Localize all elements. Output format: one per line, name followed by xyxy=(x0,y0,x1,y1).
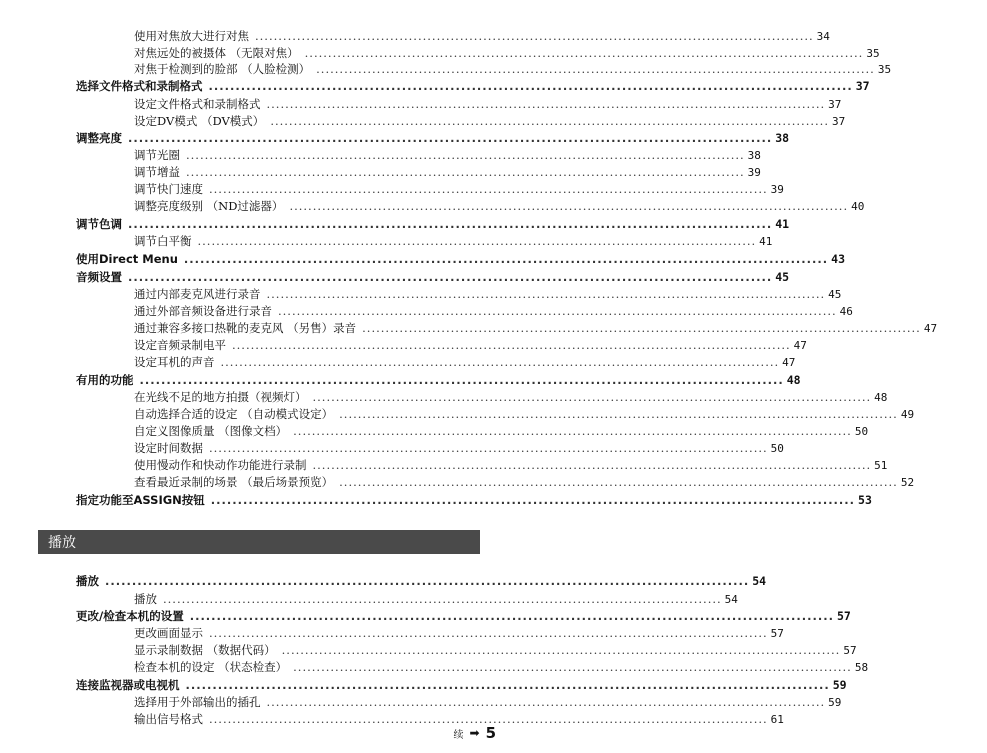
toc-entry-page: 57 xyxy=(836,609,851,623)
toc-entry-page: 51 xyxy=(874,458,888,472)
leader-dots: ........................................................................................................................ xyxy=(281,643,841,657)
toc-entry-page: 38 xyxy=(775,131,790,145)
leader-dots: ........................................................................................................................ xyxy=(266,97,826,111)
leader-dots: ........................................................................................................................ xyxy=(266,695,826,709)
toc-entry-page: 50 xyxy=(770,441,784,455)
toc-entry xyxy=(0,197,865,215)
toc-entry xyxy=(0,215,790,233)
toc-entry-page: 59 xyxy=(832,678,847,692)
toc-entry xyxy=(0,641,857,659)
toc-entry-title: 音频设置 xyxy=(76,270,122,284)
toc-entry-title: 检查本机的设定 （状态检查） xyxy=(134,660,288,674)
toc-entry-page: 37 xyxy=(828,97,842,111)
toc-entry-title: 有用的功能 xyxy=(76,373,134,387)
chapter-title: 播放 xyxy=(48,535,76,551)
toc-entry xyxy=(0,27,830,45)
toc-entry xyxy=(0,491,872,509)
leader-dots: ........................................................................................................................ xyxy=(139,373,784,387)
toc-entry-title: 调节增益 xyxy=(134,165,180,179)
toc-entry-title: 调节白平衡 xyxy=(134,234,192,248)
leader-dots: ........................................................................................................................ xyxy=(304,46,864,60)
toc-entry xyxy=(0,250,846,268)
toc-entry xyxy=(0,129,790,147)
toc-entry-title: 查看最近录制的场景 （最后场景预览） xyxy=(134,475,334,489)
leader-dots: ........................................................................................................................ xyxy=(293,424,852,438)
toc-entry-title: 自动选择合适的设定 （自动模式设定） xyxy=(134,407,334,421)
toc-entry-page: 46 xyxy=(839,304,853,318)
toc-entry-page: 39 xyxy=(747,165,761,179)
toc-entry-page: 54 xyxy=(752,574,767,588)
toc-entry-page: 35 xyxy=(877,62,892,76)
toc-entry-title: 更改画面显示 xyxy=(134,626,203,640)
toc-entry xyxy=(0,439,784,457)
toc-entry-title: 连接监视器或电视机 xyxy=(76,678,180,692)
toc-entry xyxy=(0,232,773,250)
leader-dots: ........................................................................................................................ xyxy=(209,441,768,455)
toc-entry-page: 58 xyxy=(854,660,869,674)
toc-entry-title: 播放 xyxy=(134,592,157,606)
toc-entry-title: 使用Direct Menu xyxy=(76,252,178,266)
leader-dots: ........................................................................................................................ xyxy=(209,626,768,640)
toc-entry xyxy=(0,77,870,95)
toc-entry-title: 对焦于检测到的脸部 （人脸检测） xyxy=(134,62,311,76)
toc-entry xyxy=(0,268,790,286)
toc-entry xyxy=(0,624,784,642)
toc-entry-page: 41 xyxy=(759,234,773,248)
toc-entry-page: 47 xyxy=(782,355,796,369)
toc-entry-page: 40 xyxy=(851,199,865,213)
toc-entry xyxy=(0,710,784,728)
toc-entry-page: 39 xyxy=(770,182,784,196)
toc-entry-page: 49 xyxy=(900,407,915,421)
leader-dots: ........................................................................................................................ xyxy=(270,114,829,128)
leader-dots: ........................................................................................................................ xyxy=(209,182,768,196)
leader-dots: ........................................................................................................................ xyxy=(289,199,849,213)
toc-entry-page: 35 xyxy=(866,46,880,60)
toc-entry xyxy=(0,302,853,320)
toc-entry-page: 47 xyxy=(923,321,938,335)
chapter-banner xyxy=(38,530,480,554)
leader-dots: ........................................................................................................................ xyxy=(128,270,773,284)
toc-entry-title: 选择文件格式和录制格式 xyxy=(76,79,203,93)
toc-entry-title: 播放 xyxy=(76,574,99,588)
leader-dots: ........................................................................................................................ xyxy=(163,592,722,606)
toc-entry-page: 48 xyxy=(874,390,888,404)
leader-dots: ........................................................................................................................ xyxy=(208,79,853,93)
leader-dots: ........................................................................................................................ xyxy=(128,131,773,145)
leader-dots: ........................................................................................................................ xyxy=(186,165,745,179)
toc-entry-title: 指定功能至ASSIGN按钮 xyxy=(76,493,205,507)
leader-dots: ........................................................................................................................ xyxy=(232,338,791,352)
toc-entry xyxy=(0,353,796,371)
toc-entry xyxy=(0,405,915,423)
leader-dots: ........................................................................................................................ xyxy=(316,62,875,76)
leader-dots: ........................................................................................................................ xyxy=(266,287,826,301)
toc-entry-title: 调节快门速度 xyxy=(134,182,203,196)
toc-entry xyxy=(0,180,784,198)
leader-dots: ........................................................................................................................ xyxy=(185,678,830,692)
toc-entry-page: 48 xyxy=(786,373,801,387)
toc-entry xyxy=(0,336,807,354)
toc-entry-page: 50 xyxy=(854,424,869,438)
toc-entry-page: 34 xyxy=(816,29,830,43)
toc-entry-page: 53 xyxy=(858,493,872,507)
toc-entry-title: 通过外部音频设备进行录音 xyxy=(134,304,272,318)
toc-entry-title: 设定音频录制电平 xyxy=(134,338,226,352)
leader-dots: ........................................................................................................................ xyxy=(339,475,898,489)
toc-entry-title: 设定文件格式和录制格式 xyxy=(134,97,261,111)
toc-entry xyxy=(0,285,842,303)
toc-entry-page: 59 xyxy=(828,695,842,709)
toc-entry xyxy=(0,572,767,590)
toc-entry-page: 43 xyxy=(831,252,846,266)
toc-entry-title: 设定DV模式 （DV模式） xyxy=(134,114,265,128)
toc-entry-title: 使用对焦放大进行对焦 xyxy=(134,29,249,43)
leader-dots: ........................................................................................................................ xyxy=(210,493,856,507)
toc-entry-page: 45 xyxy=(828,287,842,301)
toc-entry-title: 输出信号格式 xyxy=(134,712,203,726)
leader-dots: ........................................................................................................................ xyxy=(105,574,750,588)
toc-entry-title: 设定时间数据 xyxy=(134,441,203,455)
toc-entry-title: 在光线不足的地方拍摄（视频灯） xyxy=(134,390,307,404)
toc-entry-title: 选择用于外部输出的插孔 xyxy=(134,695,261,709)
toc-entry xyxy=(0,146,761,164)
arrow-right-icon: ➡ xyxy=(469,726,480,740)
toc-entry xyxy=(0,658,869,676)
toc-entry-page: 57 xyxy=(843,643,857,657)
toc-entry-page: 57 xyxy=(770,626,784,640)
toc-entry xyxy=(0,371,801,389)
leader-dots: ........................................................................................................................ xyxy=(183,252,829,266)
toc-entry xyxy=(0,95,842,113)
leader-dots: ........................................................................................................................ xyxy=(197,234,757,248)
leader-dots: ........................................................................................................................ xyxy=(209,712,768,726)
toc-entry-title: 对焦远处的被摄体 （无限对焦） xyxy=(134,46,299,60)
toc-entry xyxy=(0,60,892,78)
leader-dots: ........................................................................................................................ xyxy=(339,407,898,421)
toc-entry xyxy=(0,693,842,711)
toc-entry-title: 更改/检查本机的设置 xyxy=(76,609,184,623)
toc-entry-page: 61 xyxy=(770,712,784,726)
page-number: 5 xyxy=(485,724,496,742)
toc-entry xyxy=(0,676,847,694)
toc-entry xyxy=(0,456,888,474)
toc-entry-title: 自定义图像质量 （图像文档） xyxy=(134,424,288,438)
leader-dots: ........................................................................................................................ xyxy=(278,304,837,318)
leader-dots: ........................................................................................................................ xyxy=(186,148,745,162)
toc-entry-page: 54 xyxy=(724,592,738,606)
leader-dots: ........................................................................................................................ xyxy=(293,660,852,674)
toc-entry xyxy=(0,607,851,625)
toc-entry-title: 通过兼容多接口热靴的麦克风 （另售）录音 xyxy=(134,321,357,335)
page-footer xyxy=(454,724,497,742)
toc-entry-title: 使用慢动作和快动作功能进行录制 xyxy=(134,458,307,472)
toc-entry-page: 45 xyxy=(775,270,790,284)
toc-entry-page: 52 xyxy=(900,475,915,489)
leader-dots: ........................................................................................................................ xyxy=(362,321,921,335)
leader-dots: ........................................................................................................................ xyxy=(255,29,814,43)
toc-entry-title: 调节光圈 xyxy=(134,148,180,162)
toc-entry-page: 37 xyxy=(855,79,870,93)
leader-dots: ........................................................................................................................ xyxy=(189,609,834,623)
toc-entry-page: 38 xyxy=(747,148,761,162)
leader-dots: ........................................................................................................................ xyxy=(128,217,773,231)
toc-entry-title: 通过内部麦克风进行录音 xyxy=(134,287,261,301)
toc-entry xyxy=(0,319,938,337)
leader-dots: ........................................................................................................................ xyxy=(312,458,872,472)
toc-entry-title: 调整亮度级别 （ND过滤器） xyxy=(134,199,284,213)
toc-entry-page: 47 xyxy=(793,338,807,352)
toc-entry xyxy=(0,388,888,406)
toc-entry-title: 显示录制数据 （数据代码） xyxy=(134,643,276,657)
toc-entry-title: 调整亮度 xyxy=(76,131,122,145)
toc-entry xyxy=(0,422,869,440)
toc-entry-page: 41 xyxy=(775,217,790,231)
toc-entry-title: 调节色调 xyxy=(76,217,122,231)
toc-entry-title: 设定耳机的声音 xyxy=(134,355,215,369)
toc-entry xyxy=(0,112,846,130)
leader-dots: ........................................................................................................................ xyxy=(312,390,872,404)
toc-entry xyxy=(0,473,915,491)
toc-entry xyxy=(0,163,761,181)
leader-dots: ........................................................................................................................ xyxy=(220,355,780,369)
continued-label: 续 xyxy=(453,729,464,741)
toc-entry-page: 37 xyxy=(831,114,846,128)
toc-entry xyxy=(0,590,738,608)
